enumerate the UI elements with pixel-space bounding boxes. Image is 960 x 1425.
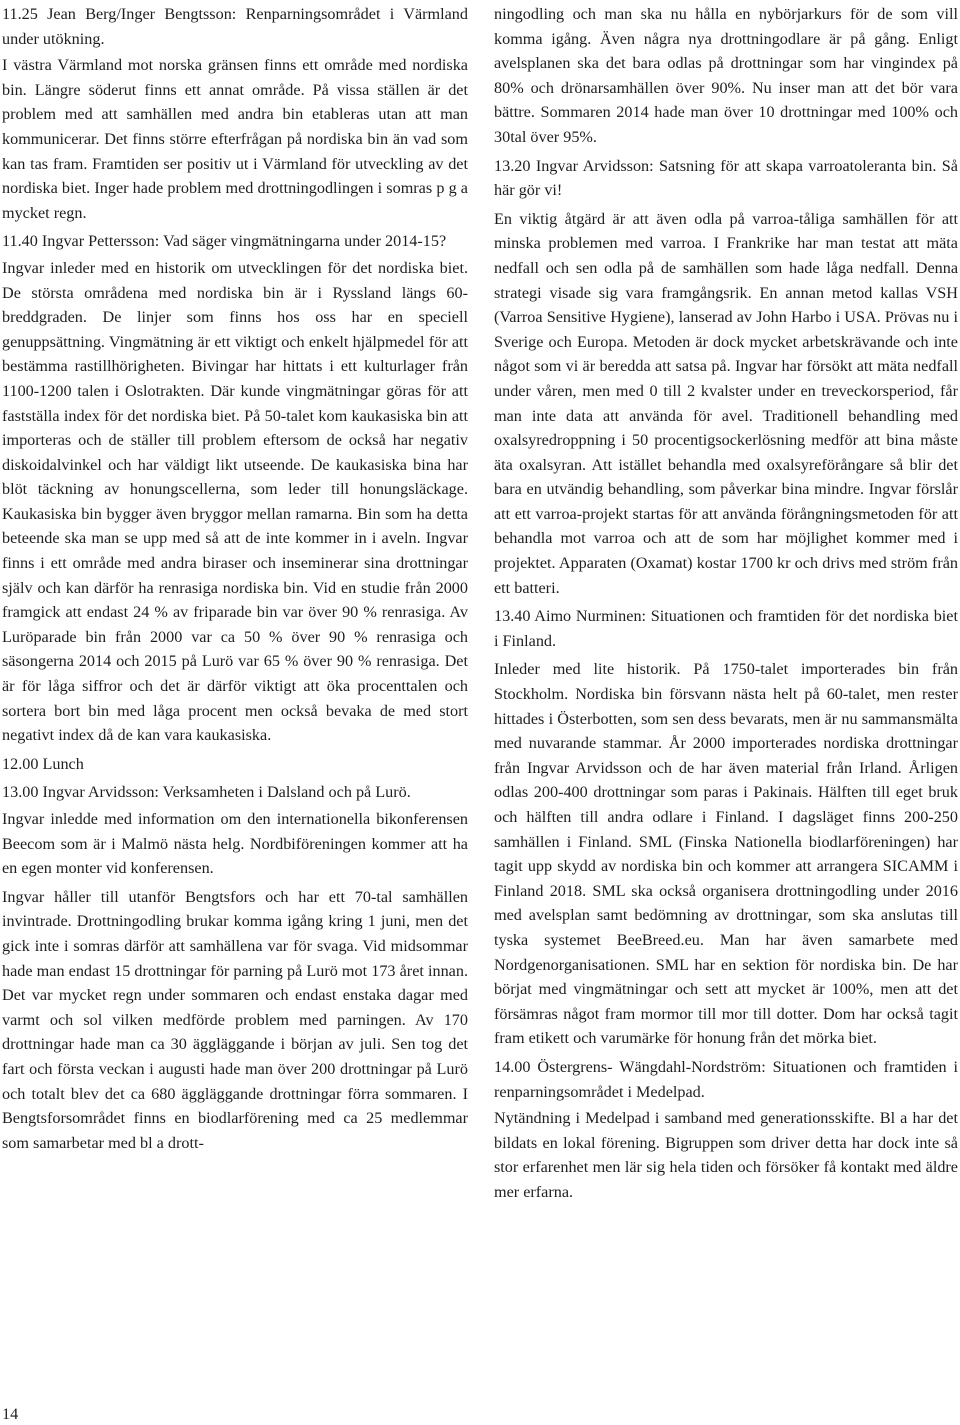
paragraph-drottningodling-continued: ningodling och man ska nu hålla en nybörjarkurs för de som vill komma igång. Även några nya drottningodlare är på gång. Enligt avelsplanen ska det bara odlas på drottningar som har vingindex på 80% och drönarsamhällen över 90%. Nu inser man att det bör vara bättre. Sommaren 2014 hade man över 10 drottningar med 100% och 30tal över 95%. [494,5,958,146]
left-column [2,2,468,1157]
section-heading-finland: 13.40 Aimo Nurminen: Situationen och framtiden för det nordiska biet i Finland. [494,607,958,650]
page-number: 14 [2,1405,19,1423]
paragraph-varroa: En viktig åtgärd är att även odla på varroa-tåliga samhällen för att minska problemen med varroa. I Frankrike har man testat att mäta nedfall och sen odla på de samhällen som hade låga nedfall. Denna strategi visade sig vara framgångsrik. En annan metod kallas VSH (Varroa Sensitive Hygiene), lanserad av John Harbo i USA. Prövas nu i Sverige och Europa. Metoden är dock mycket arbetskrävande och inte något som vi är beredda att satsa på. Ingvar har försökt att mäta nedfall under våren, men med 0 till 2 kvalster under en treveckorsperiod, får man inte data att använda för avel. Traditionell behandling med oxalsyredroppning i 50 procentigsockerlösning medför att bina måste äta oxalsyran. Att istället behandla med oxalsyreförångare så blir det bara en utvändig behandling, som påverkar bina mindre. Ingvar förslår att ett varroa-projekt startas för att använda förångningsmetoden för att behandla mot varroa och att de som har möjlighet kommer med i projektet. Apparaten (Oxamat) kostar 1700 kr och drivs med ström från ett batteri. [494,209,958,597]
paragraph-medelpad: Nytändning i Medelpad i samband med generationsskifte. Bl a har det bildats en lokal förening. Bigruppen som driver detta har dock inte så stor erfarenhet men lär sig hela tiden och försöker få kontakt med äldre mer erfarna. [494,1109,958,1201]
schedule-item-lunch: 12.00 Lunch [2,754,84,773]
section-heading-vingmatningar: 11.40 Ingvar Pettersson: Vad säger vingmätningarna under 2014-15? [2,232,447,251]
paragraph-finland: Inleder med lite historik. På 1750-talet importerades bin från Stockholm. Nordiska bin försvann nästa helt på 60-talet, men rester hittades i Österbotten, som sen dess bevarats, men är nu sammansmälta med nuvarande stammar. År 2000 importerades nordiska drottningar från Ingvar Arvidsson och de har även material från Irland. Årligen odlas 200-400 drottningar som paras i Pakinais. Hälften till eget bruk och hälften till andra odlare i Finland. I dagsläget finns 200-250 samhällen i Finland. SML (Finska Nationella biodlarföreningen) har tagit upp skydd av nordiska bin och kommer att arrangera SICAMM i Finland 2018. SML ska också organisera drottningodling under 2016 med avelsplan samt bedömning av drottningar, som ska anslutas till tyska systemet BeeBreed.eu. Man har även samarbete med Nordgenorganisationen. SML har en sektion för nordiska bin. De har börjat med vingmätningar och sett att mycket är 100%, men att det försämras något fram mormor till mor till dotter. Dom har också tagit fram etikett och varumärke för honung från det mörka biet. [494,660,958,1048]
section-heading-renparning-varmland: 11.25 Jean Berg/Inger Bengtsson: Renparningsområdet i Värmland under utökning. [2,5,468,48]
section-heading-dalsland-luro: 13.00 Ingvar Arvidsson: Verksamheten i Dalsland och på Lurö. [2,783,411,802]
paragraph-vingmatning-historik: Ingvar inleder med en historik om utvecklingen för det nordiska biet. De största områdena med nordiska bin är i Ryssland längs 60-breddgraden. De linjer som finns hos oss har en speciell genuppsättning. Vingmätning är ett viktigt och enkelt hjälpmedel för att bestämma rastillhörigheten. Bivingar har hittats i ett kulturlager från 1100-1200 talen i Oslotrakten. Där kunde vingmätningar göras för att fastställa index för det nordiska biet. På 50-talet kom kaukasiska bin att importeras och de ställer till problem eftersom de också har negativ diskoidalvinkel och har väldigt likt utseende. De kaukasiska bina har blöt täckning av honungscellerna, som leder till honungsläckage. Kaukasiska bin bygger även bryggor mellan ramarna. Bin som ha detta beteende ska man se upp med så att de inte kommer in i aveln. Ingvar finns i ett område med andra biraser och inseminerar sina drottningar själv och kan därför ha renrasiga nordiska bin. Vid en studie från 2000 framgick att endast 24 % av friparade bin var över 90 % renrasiga. Av Luröparade bin från 2000 var ca 50 % över 90 % renrasiga och säsongerna 2014 och 2015 på Lurö var 65 % över 90 % renrasiga. Det är för låga siffror och det är därför viktigt att öka procenttalen och sortera bort bin med låga procent men också bevaka de med stort negativt index då de kan vara kaukasiska. [2,258,468,745]
right-column [494,2,958,1207]
paragraph-beecom: Ingvar inledde med information om den internationella bikonferensen Beecom som är i Malmö nästa helg. Nordbiföreningen kommer att ha en egen monter vid konferensen. [2,810,468,878]
paragraph-bengtsfors: Ingvar håller till utanför Bengtsfors och har ett 70-tal samhällen invintrade. Drottningodling brukar komma igång kring 1 juni, men det gick inte i somras därför att samhällena var för svaga. Vid midsommar hade man endast 15 drottningar för parning på Lurö mot 173 året innan. Det var mycket regn under sommaren och endast enstaka dagar med varmt och sol vilken medförde problem med parningen. Av 170 drottningar hade man ca 30 äggläggande i början av juli. Sen tog det fart och första veckan i augusti hade man över 200 drottningar på Lurö och totalt blev det ca 680 äggläggande drottningar förra sommaren. I Bengtsforsområdet finns en biodlarförening med ca 25 medlemmar som samarbetar med bl a drott- [2,887,468,1152]
section-heading-medelpad: 14.00 Östergrens- Wängdahl-Nordström: Situationen och framtiden i renparningsområdet i Medelpad. [494,1057,958,1101]
section-heading-varroatoleranta: 13.20 Ingvar Arvidsson: Satsning för att skapa varroatoleranta bin. Så här gör vi! [494,156,958,200]
paragraph-varmland: I västra Värmland mot norska gränsen finns ett område med nordiska bin. Längre söderut finns ett annat område. På vissa ställen är det problem med att samhällen med andra bin etableras utan att man kommunicerar. Det finns större efterfrågan på nordiska bin än vad som kan tas fram. Framtiden ser positiv ut i Värmland för utveckling av det nordiska biet. Inger hade problem med drottningodlingen i somras p g a mycket regn. [2,56,468,222]
